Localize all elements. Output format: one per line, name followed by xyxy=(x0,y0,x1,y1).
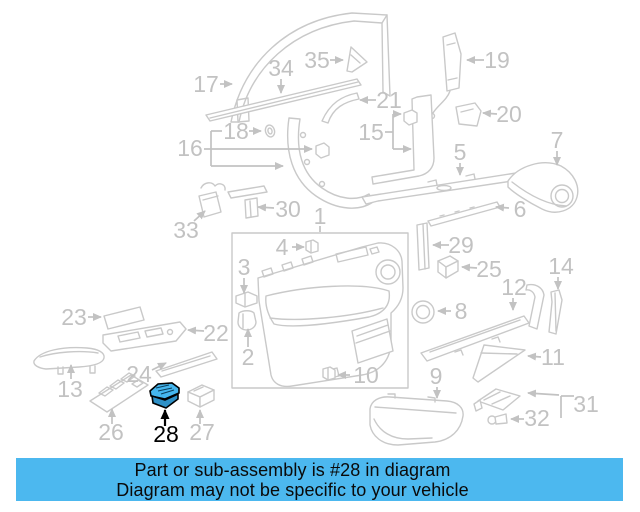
callout-29 xyxy=(433,232,474,258)
callout-4 xyxy=(276,234,304,260)
part-number-13: 13 xyxy=(57,376,83,402)
part-number-19: 19 xyxy=(484,47,510,73)
part-number-14: 14 xyxy=(548,253,574,279)
callout-21 xyxy=(360,87,402,113)
part-shape-clip-3 xyxy=(236,292,257,307)
part-shape-trim-plate-23 xyxy=(104,307,144,329)
part-number-1: 1 xyxy=(313,203,327,229)
part-shape-clip-10 xyxy=(323,367,335,380)
part-number-10: 10 xyxy=(353,362,379,388)
callout-26 xyxy=(98,409,124,445)
part-shape-sill-strip-6 xyxy=(428,202,500,226)
part-number-33: 33 xyxy=(173,217,199,243)
part-shape-handle-clip-30 xyxy=(228,186,267,218)
part-number-5: 5 xyxy=(453,139,467,165)
callout-1 xyxy=(314,203,327,232)
part-number-34: 34 xyxy=(268,55,294,81)
callout-5 xyxy=(454,139,467,175)
part-number-22: 22 xyxy=(203,320,229,346)
part-shape-trim-strip-24 xyxy=(156,352,217,377)
part-number-20: 20 xyxy=(496,101,522,127)
part-number-24: 24 xyxy=(126,361,152,387)
part-shape-sail-panel-11 xyxy=(473,345,525,382)
part-number-31: 31 xyxy=(573,391,599,417)
callout-13 xyxy=(57,365,83,402)
part-number-23: 23 xyxy=(61,304,87,330)
part-number-28: 28 xyxy=(153,421,179,447)
callout-2 xyxy=(242,329,255,370)
part-shape-grommet-18 xyxy=(264,124,276,138)
part-number-25: 25 xyxy=(476,256,502,282)
part-shape-trim-strip-14 xyxy=(549,290,562,334)
callout-19 xyxy=(467,47,510,73)
part-number-32: 32 xyxy=(524,405,550,431)
banner-line-2: Diagram may not be specific to your vehicle xyxy=(116,479,469,500)
callout-18 xyxy=(223,118,261,144)
callout-30 xyxy=(258,196,301,222)
part-shape-courtesy-lamp-31 xyxy=(474,389,520,411)
part-number-4: 4 xyxy=(275,234,289,260)
part-number-27: 27 xyxy=(189,419,215,445)
part-shape-clip-4 xyxy=(306,240,318,253)
callout-11 xyxy=(528,344,565,370)
part-shape-speaker-cap-8 xyxy=(412,301,434,323)
part-shape-pillar-strip-29 xyxy=(417,223,429,270)
part-number-26: 26 xyxy=(98,419,124,445)
banner-line-1: Part or sub-assembly is #28 in diagram xyxy=(134,459,451,480)
part-shape-clip-2 xyxy=(238,311,256,330)
part-shape-switch-27 xyxy=(188,385,214,407)
part-number-29: 29 xyxy=(448,232,474,258)
callout-12 xyxy=(501,274,527,310)
part-shape-switch-25 xyxy=(438,256,458,278)
part-number-12: 12 xyxy=(501,274,527,300)
callout-7 xyxy=(551,127,564,165)
callout-34 xyxy=(268,55,294,93)
part-shape-map-pocket-9 xyxy=(370,394,463,445)
part-number-11: 11 xyxy=(541,344,565,370)
callout-32 xyxy=(511,405,550,431)
callout-20 xyxy=(483,101,522,127)
part-number-6: 6 xyxy=(513,196,527,222)
part-shape-bracket-20 xyxy=(456,103,481,126)
callout-9 xyxy=(430,363,443,398)
part-number-17: 17 xyxy=(193,71,219,97)
part-shape-trim-strip-21 xyxy=(322,93,359,123)
part-shape-pull-handle-13 xyxy=(34,348,104,374)
part-number-9: 9 xyxy=(429,363,443,389)
callout-8 xyxy=(438,298,467,324)
callout-3 xyxy=(238,254,251,293)
callout-6 xyxy=(496,196,526,222)
part-shapes-layer xyxy=(34,13,578,445)
part-shape-door-trim-panel-1 xyxy=(258,243,403,387)
callout-27 xyxy=(189,410,215,445)
part-shape-pillar-trim-19 xyxy=(430,33,462,119)
part-number-18: 18 xyxy=(223,118,249,144)
callout-28 xyxy=(153,410,179,447)
part-number-15: 15 xyxy=(358,119,384,145)
callout-22 xyxy=(188,320,229,346)
part-number-16: 16 xyxy=(177,135,203,161)
callout-25 xyxy=(462,256,502,282)
highlighted-part-28 xyxy=(150,383,179,408)
callout-35 xyxy=(304,47,343,73)
part-number-30: 30 xyxy=(275,196,301,222)
callout-15 xyxy=(358,114,411,149)
part-number-35: 35 xyxy=(304,47,330,73)
callout-23 xyxy=(61,304,101,330)
part-number-2: 2 xyxy=(241,344,255,370)
part-number-3: 3 xyxy=(237,254,251,280)
part-number-7: 7 xyxy=(550,127,564,153)
part-number-21: 21 xyxy=(376,87,402,113)
part-shape-corner-trim-35 xyxy=(347,47,367,72)
highlight-banner xyxy=(16,458,623,501)
part-shape-bulb-32 xyxy=(488,414,507,424)
callout-33 xyxy=(173,211,205,243)
part-number-8: 8 xyxy=(454,298,468,324)
callout-17 xyxy=(193,71,232,97)
callout-14 xyxy=(548,253,574,289)
